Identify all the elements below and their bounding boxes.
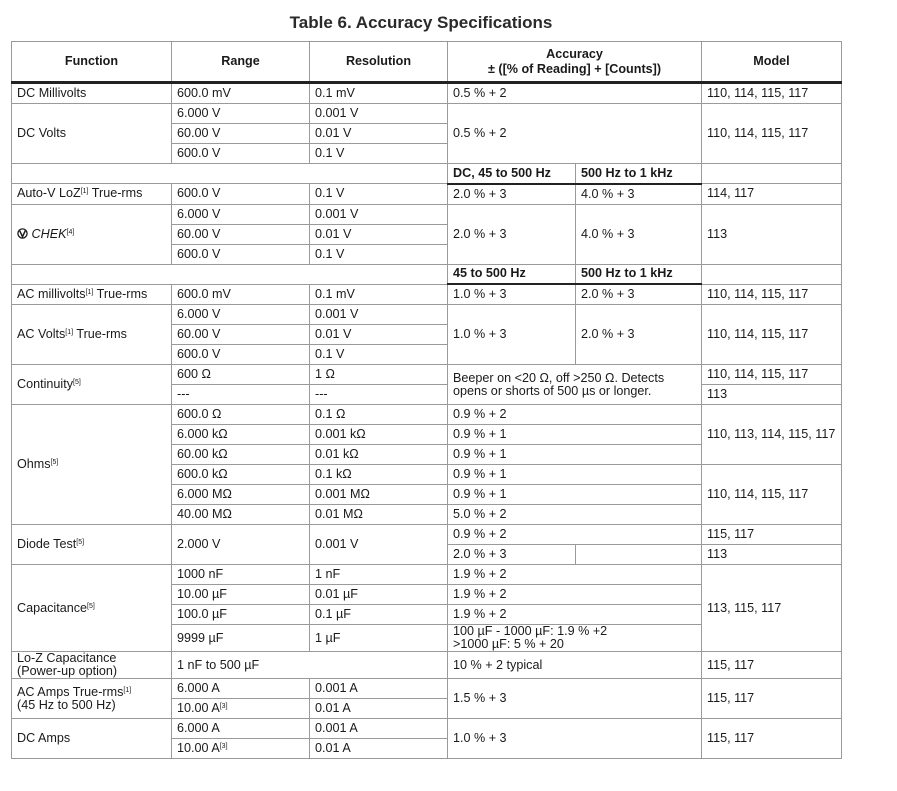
footnote-ref: [3] — [219, 743, 228, 750]
function-cell: DC Amps — [12, 719, 172, 759]
model-cell: 110, 114, 115, 117 — [702, 305, 842, 365]
function-label: AC Volts — [17, 327, 66, 341]
resolution-cell: 1 Ω — [310, 365, 448, 385]
resolution-cell: 0.001 V — [310, 525, 448, 565]
footnote-ref: [1] — [85, 288, 94, 296]
range-cell: 60.00 V — [172, 224, 310, 244]
accuracy-cell: 2.0 % + 3 — [448, 204, 576, 264]
resolution-cell: 0.1 µF — [310, 605, 448, 625]
table-row — [12, 204, 842, 224]
range-cell: 60.00 kΩ — [172, 445, 310, 465]
accuracy-cell: 4.0 % + 3 — [576, 204, 702, 264]
model-cell: 114, 117 — [702, 184, 842, 205]
resolution-cell: 0.01 A — [310, 739, 448, 759]
resolution-cell: 0.1 V — [310, 144, 448, 164]
subheader-spacer — [12, 264, 448, 284]
footnote-ref: [5] — [76, 539, 85, 546]
model-cell: 110, 114, 115, 117 — [702, 284, 842, 305]
table-row — [12, 565, 842, 585]
accuracy-cell: 1.0 % + 3 — [448, 284, 576, 305]
range-cell: 600.0 V — [172, 345, 310, 365]
model-cell: 110, 113, 114, 115, 117 — [702, 405, 842, 465]
resolution-cell: 0.1 kΩ — [310, 465, 448, 485]
footnote-ref: [1] — [123, 686, 132, 694]
model-cell: 113 — [702, 385, 842, 405]
resolution-cell: --- — [310, 385, 448, 405]
accuracy-line: 100 µF - 1000 µF: 1.9 % +2 — [453, 624, 608, 638]
resolution-cell: 1 nF — [310, 565, 448, 585]
function-cell — [12, 565, 172, 652]
resolution-cell: 0.1 V — [310, 184, 448, 205]
range-cell: 60.00 V — [172, 124, 310, 144]
resolution-cell: 0.01 V — [310, 224, 448, 244]
model-cell: 110, 114, 115, 117 — [702, 104, 842, 164]
subheader-45-500: 45 to 500 Hz — [448, 264, 576, 284]
function-cell — [12, 405, 172, 525]
function-label: CHEK — [31, 227, 67, 241]
table-row — [12, 679, 842, 699]
function-cell: DC Millivolts — [12, 83, 172, 104]
accuracy-cell: 1.0 % + 3 — [448, 305, 576, 365]
header-model: Model — [702, 42, 842, 83]
range-cell: 60.00 V — [172, 325, 310, 345]
range-cell: 600.0 V — [172, 184, 310, 205]
footnote-ref: [4] — [66, 229, 75, 236]
resolution-cell: 0.001 kΩ — [310, 425, 448, 445]
model-cell: 115, 117 — [702, 719, 842, 759]
model-cell: 115, 117 — [702, 652, 842, 679]
range-cell: 600.0 V — [172, 244, 310, 264]
range-cell: --- — [172, 385, 310, 405]
table-row — [12, 104, 842, 124]
model-cell: 115, 117 — [702, 679, 842, 719]
table-row — [12, 184, 842, 205]
range-cell: 6.000 V — [172, 204, 310, 224]
function-label: Diode Test — [17, 537, 77, 551]
accuracy-cell: 0.5 % + 2 — [448, 104, 702, 164]
accuracy-line: opens or shorts of 500 µs or longer. — [453, 383, 652, 398]
header-accuracy-line2: ± ([% of Reading] + [Counts]) — [487, 61, 662, 76]
model-cell: 110, 114, 115, 117 — [702, 83, 842, 104]
header-row — [12, 42, 842, 83]
footnote-ref: [5] — [50, 459, 59, 466]
range-value: 10.00 A — [177, 741, 220, 755]
resolution-cell: 0.001 V — [310, 104, 448, 124]
table-row — [12, 405, 842, 425]
model-cell: 113, 115, 117 — [702, 565, 842, 652]
accuracy-cell: 1.9 % + 2 — [448, 605, 702, 625]
footnote-ref: [1] — [65, 329, 74, 336]
range-cell: 1 nF to 500 µF — [172, 652, 448, 679]
resolution-cell: 0.1 mV — [310, 284, 448, 305]
range-cell: 600.0 kΩ — [172, 465, 310, 485]
model-cell: 110, 114, 115, 117 — [702, 365, 842, 385]
function-cell — [12, 365, 172, 405]
range-value: 10.00 A — [177, 701, 220, 715]
function-label-line2: (45 Hz to 500 Hz) — [17, 697, 116, 712]
accuracy-cell: 2.0 % + 3 — [448, 184, 576, 205]
range-cell — [172, 739, 310, 759]
function-cell — [12, 184, 172, 205]
header-function: Function — [12, 42, 172, 83]
table-row — [12, 652, 842, 679]
resolution-cell: 0.001 A — [310, 679, 448, 699]
footnote-ref: [5] — [87, 602, 95, 610]
subheader-row — [12, 164, 842, 184]
range-cell: 6.000 V — [172, 104, 310, 124]
accuracy-cell: 0.9 % + 1 — [448, 425, 702, 445]
accuracy-cell: 0.9 % + 2 — [448, 525, 702, 545]
resolution-cell: 0.1 mV — [310, 83, 448, 104]
function-label-tail: True-rms — [88, 186, 143, 201]
range-cell — [172, 699, 310, 719]
range-cell: 9999 µF — [172, 625, 310, 652]
subheader-500-1k: 500 Hz to 1 kHz — [576, 264, 702, 284]
function-label-tail: True-rms — [93, 286, 148, 301]
header-range: Range — [172, 42, 310, 83]
resolution-cell: 0.1 Ω — [310, 405, 448, 425]
function-cell — [12, 284, 172, 305]
range-cell: 10.00 µF — [172, 585, 310, 605]
resolution-cell: 0.001 V — [310, 305, 448, 325]
function-label: Continuity — [17, 377, 74, 391]
function-label: Lo-Z Capacitance — [17, 651, 117, 665]
table-row — [12, 305, 842, 325]
function-label: AC Amps True-rms — [17, 684, 124, 699]
range-cell: 6.000 V — [172, 305, 310, 325]
table-row — [12, 365, 842, 385]
header-accuracy — [448, 42, 702, 83]
resolution-cell: 0.01 A — [310, 699, 448, 719]
range-cell: 600.0 mV — [172, 284, 310, 305]
function-cell — [12, 652, 172, 679]
table-row — [12, 525, 842, 545]
resolution-cell: 0.01 MΩ — [310, 505, 448, 525]
accuracy-cell: 0.5 % + 2 — [448, 83, 702, 104]
range-cell: 6.000 A — [172, 719, 310, 739]
vchek-icon — [17, 228, 28, 239]
range-cell: 600.0 V — [172, 144, 310, 164]
accuracy-cell: 1.0 % + 3 — [448, 719, 702, 759]
accuracy-cell: 2.0 % + 3 — [576, 284, 702, 305]
footnote-ref: [5] — [73, 379, 81, 386]
model-cell: 115, 117 — [702, 525, 842, 545]
resolution-cell: 0.01 kΩ — [310, 445, 448, 465]
function-cell — [12, 305, 172, 365]
accuracy-cell: 1.9 % + 2 — [448, 565, 702, 585]
range-cell: 600.0 Ω — [172, 405, 310, 425]
resolution-cell: 0.001 MΩ — [310, 485, 448, 505]
footnote-ref: [3] — [219, 703, 228, 710]
range-cell: 600.0 mV — [172, 83, 310, 104]
accuracy-cell: 2.0 % + 3 — [448, 545, 576, 565]
range-cell: 6.000 MΩ — [172, 485, 310, 505]
resolution-cell: 0.1 V — [310, 244, 448, 264]
function-label: Auto-V LoZ — [17, 186, 81, 201]
function-cell — [12, 525, 172, 565]
accuracy-cell: 10 % + 2 typical — [448, 652, 702, 679]
accuracy-cell: 5.0 % + 2 — [448, 505, 702, 525]
header-resolution: Resolution — [310, 42, 448, 83]
table-row — [12, 719, 842, 739]
accuracy-line: Beeper on <20 Ω, off >250 Ω. Detects — [453, 370, 665, 385]
accuracy-cell: 0.9 % + 1 — [448, 485, 702, 505]
resolution-cell: 0.001 A — [310, 719, 448, 739]
table-title: Table 6. Accuracy Specifications — [289, 13, 553, 32]
accuracy-cell: 1.5 % + 3 — [448, 679, 702, 719]
accuracy-cell-empty — [576, 545, 702, 565]
range-cell: 40.00 MΩ — [172, 505, 310, 525]
function-cell: DC Volts — [12, 104, 172, 164]
function-label: Ohms — [17, 457, 51, 471]
resolution-cell: 0.001 V — [310, 204, 448, 224]
accuracy-cell: 0.9 % + 1 — [448, 445, 702, 465]
function-label: Capacitance — [17, 600, 88, 615]
resolution-cell: 0.01 V — [310, 124, 448, 144]
table-row — [12, 284, 842, 305]
subheader-spacer — [12, 164, 448, 184]
model-cell: 110, 114, 115, 117 — [702, 465, 842, 525]
function-cell — [12, 204, 172, 264]
header-accuracy-line1: Accuracy — [546, 46, 603, 61]
accuracy-cell: 2.0 % + 3 — [576, 305, 702, 365]
accuracy-spec-table — [11, 41, 842, 759]
resolution-cell: 0.01 V — [310, 325, 448, 345]
model-cell: 113 — [702, 204, 842, 264]
subheader-row — [12, 264, 842, 284]
range-cell: 100.0 µF — [172, 605, 310, 625]
function-label-line2: (Power-up option) — [17, 664, 118, 678]
function-label-tail: True-rms — [73, 327, 127, 341]
subheader-500-1k: 500 Hz to 1 kHz — [576, 164, 702, 184]
range-cell: 600 Ω — [172, 365, 310, 385]
model-cell: 113 — [702, 545, 842, 565]
range-cell: 6.000 kΩ — [172, 425, 310, 445]
table-row — [12, 83, 842, 104]
range-cell: 1000 nF — [172, 565, 310, 585]
accuracy-cell: 0.9 % + 2 — [448, 405, 702, 425]
range-cell: 2.000 V — [172, 525, 310, 565]
accuracy-cell — [448, 625, 702, 652]
accuracy-cell: 0.9 % + 1 — [448, 465, 702, 485]
subheader-spacer — [702, 164, 842, 184]
function-label: AC millivolts — [17, 286, 86, 301]
range-cell: 6.000 A — [172, 679, 310, 699]
resolution-cell: 0.01 µF — [310, 585, 448, 605]
resolution-cell: 0.1 V — [310, 345, 448, 365]
accuracy-line: >1000 µF: 5 % + 20 — [453, 637, 564, 651]
accuracy-cell — [448, 365, 702, 405]
subheader-spacer — [702, 264, 842, 284]
subheader-dc-45-500: DC, 45 to 500 Hz — [448, 164, 576, 184]
accuracy-cell: 1.9 % + 2 — [448, 585, 702, 605]
function-cell — [12, 679, 172, 719]
accuracy-cell: 4.0 % + 3 — [576, 184, 702, 205]
footnote-ref: [1] — [80, 188, 89, 196]
resolution-cell: 1 µF — [310, 625, 448, 652]
